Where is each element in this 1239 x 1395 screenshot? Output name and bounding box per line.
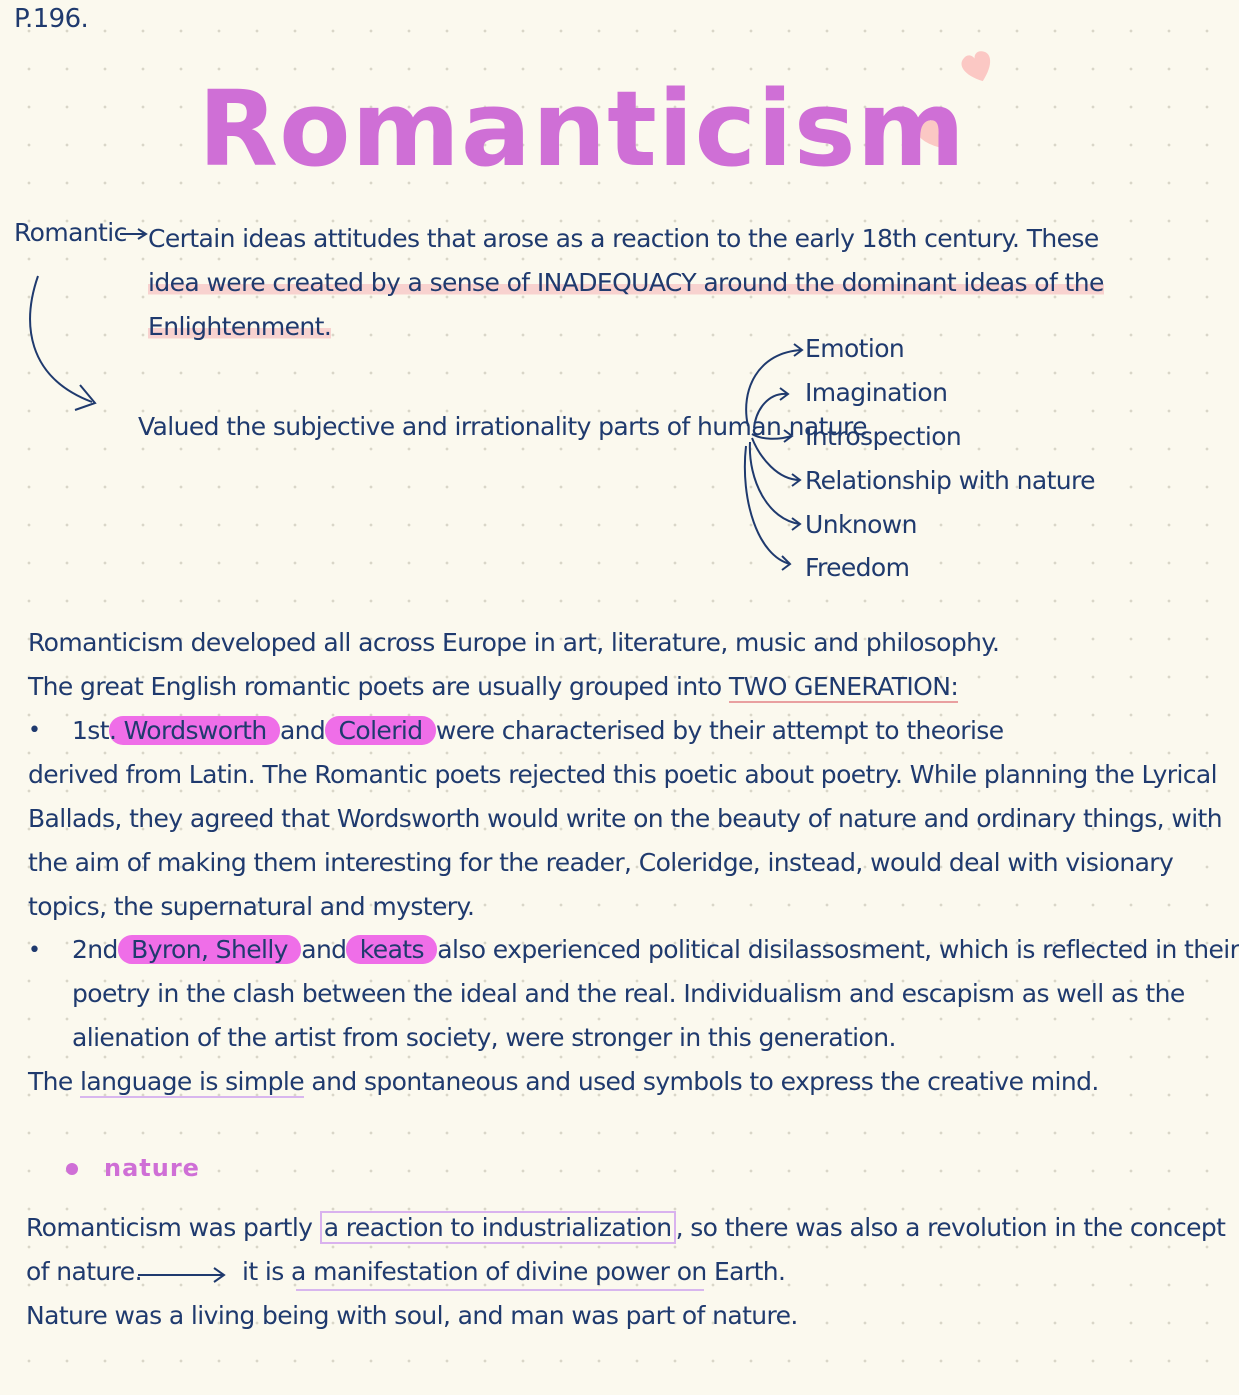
paragraph-line: Nature was a living being with soul, and man was part of nature. — [26, 1301, 798, 1330]
highlight: Enlightenment. — [148, 312, 332, 341]
text: also experienced political disilassosment, which is reflected in their — [437, 935, 1239, 964]
definition-line: Certain ideas attitudes that arose as a reaction to the early 18th century. These — [148, 224, 1099, 253]
paragraph-line: derived from Latin. The Romantic poets rejected this poetic about poetry. While planning the Lyrical — [28, 760, 1217, 789]
paragraph-line: alienation of the artist from society, were stronger in this generation. — [72, 1023, 896, 1052]
paragraph-line — [242, 1257, 785, 1286]
paragraph-line: topics, the supernatural and mystery. — [28, 892, 475, 921]
text: , so there was also a revolution in the concept — [675, 1213, 1226, 1242]
second-generation-line — [72, 935, 1239, 964]
bullet: • — [28, 938, 41, 963]
paragraph-line: the aim of making them interesting for the reader, Coleridge, instead, would deal with visionary — [28, 848, 1174, 877]
paragraph-line — [26, 1213, 1225, 1242]
value-item: Imagination — [805, 378, 948, 407]
paragraph-line: Romanticism developed all across Europe in art, literature, music and philosophy. — [28, 628, 1000, 657]
text: Romanticism was partly — [26, 1213, 320, 1242]
value-item: Relationship with nature — [805, 466, 1095, 495]
boxed-text: a reaction to industrialization — [320, 1211, 676, 1244]
poet-highlight: . Wordsworth — [109, 716, 280, 745]
definition-line-highlighted — [148, 268, 1104, 297]
curved-arrow-icon — [20, 272, 110, 417]
paragraph-line: of nature. — [26, 1257, 142, 1286]
underline — [296, 1289, 704, 1291]
definition-line-highlighted — [148, 312, 331, 341]
arrow-right-icon — [136, 1265, 230, 1285]
value-item: Unknown — [805, 510, 917, 539]
underlined-text: language is simple — [80, 1067, 305, 1096]
text: and — [279, 716, 326, 745]
page-reference: P.196. — [14, 4, 89, 34]
underlined-text: TWO GENERATION: — [728, 672, 959, 701]
paragraph-line: Ballads, they agreed that Wordsworth would write on the beauty of nature and ordinary things, with — [28, 804, 1223, 833]
poet-highlight: Colerid — [325, 716, 436, 745]
text: were characterised by their attempt to theorise — [435, 716, 1004, 745]
bullet-dot-icon — [66, 1163, 78, 1175]
bullet: • — [28, 718, 41, 743]
page-title: Romanticism — [198, 68, 967, 190]
poet-highlight: keats — [346, 935, 437, 964]
section-heading: nature — [104, 1154, 200, 1182]
paragraph-line: poetry in the clash between the ideal and the real. Individualism and escapism as well as the — [72, 979, 1185, 1008]
value-item: Introspection — [805, 422, 962, 451]
definition-term: Romantic — [14, 218, 127, 247]
paragraph-line — [28, 1067, 1099, 1096]
text: The great English romantic poets are usually grouped into — [28, 672, 729, 701]
text: and — [301, 935, 347, 964]
first-generation-line — [72, 716, 1004, 745]
poet-highlight: Byron, Shelly — [118, 935, 301, 964]
values-text: Valued the subjective and irrationality parts of human nature — [138, 412, 867, 441]
paragraph-line — [28, 672, 958, 701]
text: it is a manifestation of divine power on Earth. — [242, 1257, 786, 1286]
arrow-right-icon — [118, 226, 150, 242]
value-item: Freedom — [805, 553, 910, 582]
value-item: Emotion — [805, 334, 905, 363]
prefix: 2nd — [72, 935, 118, 964]
branch-arrows-icon — [738, 330, 818, 580]
text: and spontaneous and used symbols to express the creative mind. — [304, 1067, 1099, 1096]
prefix: 1st — [72, 716, 109, 745]
highlight: idea were created by a sense of INADEQUACY around the dominant ideas of the — [148, 268, 1104, 297]
text: The — [28, 1067, 81, 1096]
